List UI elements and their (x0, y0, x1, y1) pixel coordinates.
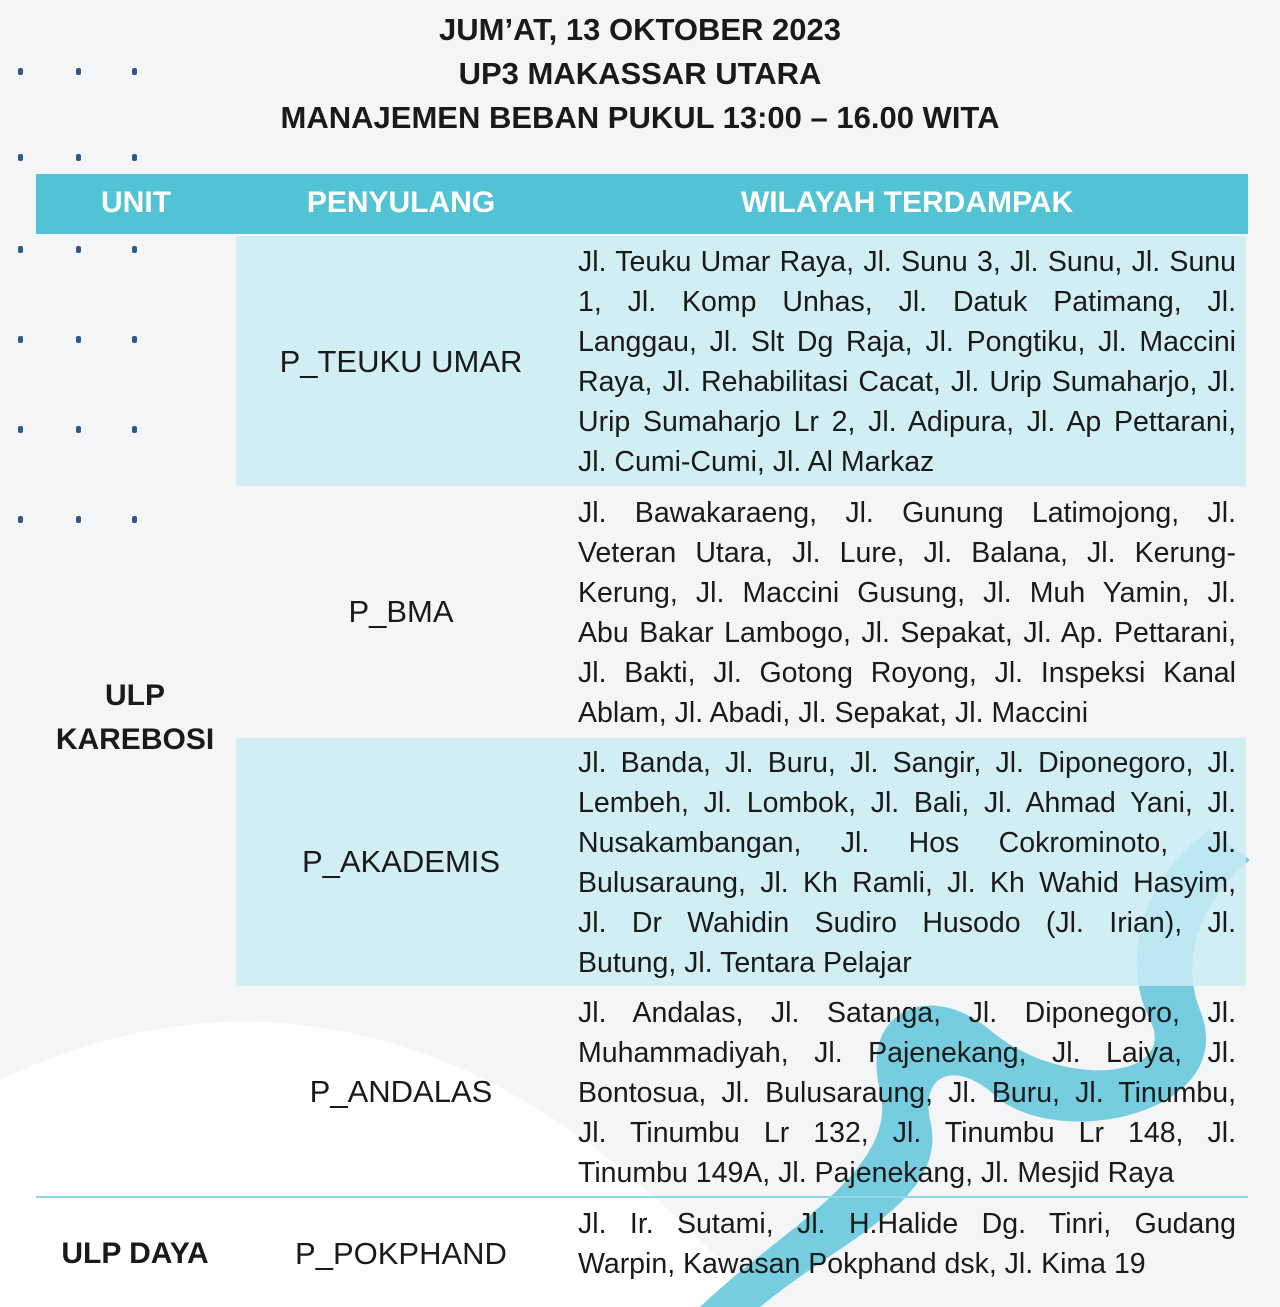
feeder-teuku-umar: P_TEUKU UMAR (279, 344, 523, 379)
decorative-dots (18, 336, 148, 346)
area-line: Langgau, Jl. Slt Dg Raja, Jl. Pongtiku, Jl. Maccini (578, 326, 1236, 358)
area-line: Jl. Teuku Umar Raya, Jl. Sunu 3, Jl. Sunu, Jl. Sunu (578, 246, 1236, 278)
area-line: Jl. Banda, Jl. Buru, Jl. Sangir, Jl. Diponegoro, Jl. (578, 747, 1236, 779)
unit-label-karebosi (20, 674, 250, 762)
area-line: Urip Sumaharjo Lr 2, Jl. Adipura, Jl. Ap Pettarani, (578, 406, 1236, 438)
area-line: Nusakambangan, Jl. Hos Cokrominoto, Jl. (578, 827, 1236, 859)
area-line: Lembeh, Jl. Lombok, Jl. Bali, Jl. Ahmad Yani, Jl. (578, 787, 1236, 819)
header-schedule: MANAJEMEN BEBAN PUKUL 13:00 – 16.00 WITA (280, 100, 1000, 135)
unit-name-line: ULP DAYA (61, 1237, 209, 1270)
affected-area-akademis (578, 743, 1236, 983)
affected-area-teuku-umar (578, 242, 1236, 482)
affected-area-bma (578, 493, 1236, 733)
area-line: Jl. Cumi-Cumi, Jl. Al Markaz (578, 446, 935, 478)
decorative-dots (18, 246, 148, 256)
area-line: Tinumbu 149A, Jl. Pajenekang, Jl. Mesjid Raya (578, 1157, 1175, 1189)
area-line: Jl. Tinumbu Lr 132, Jl. Tinumbu Lr 148, Jl. (578, 1117, 1236, 1149)
area-line: Jl. Bakti, Jl. Gotong Royong, Jl. Inspeksi Kanal (578, 657, 1236, 689)
unit-divider (36, 1196, 1248, 1198)
unit-name-line: ULP (105, 679, 165, 712)
area-line: Raya, Jl. Rehabilitasi Cacat, Jl. Urip Sumaharjo, Jl. (578, 366, 1236, 398)
affected-area-andalas (578, 993, 1236, 1193)
feeder-pokphand: P_POKPHAND (295, 1236, 507, 1271)
area-line: Warpin, Kawasan Pokphand dsk, Jl. Kima 19 (578, 1248, 1146, 1280)
area-line: Ablam, Jl. Abadi, Jl. Sepakat, Jl. Maccini (578, 697, 1089, 729)
area-line: Veteran Utara, Jl. Lure, Jl. Balana, Jl. Kerung- (578, 537, 1236, 569)
unit-label-daya (20, 1232, 250, 1276)
area-line: Jl. Dr Wahidin Sudiro Husodo (Jl. Irian), Jl. (578, 907, 1236, 939)
area-line: Abu Bakar Lambogo, Jl. Sepakat, Jl. Ap. Pettarani, (578, 617, 1236, 649)
feeder-andalas: P_ANDALAS (309, 1074, 493, 1109)
column-header-penyulang: PENYULANG (306, 186, 496, 219)
header-unit: UP3 MAKASSAR UTARA (458, 56, 822, 91)
decorative-dots (18, 516, 148, 526)
feeder-bma: P_BMA (348, 594, 454, 629)
area-line: Butung, Jl. Tentara Pelajar (578, 947, 912, 979)
area-line: Kerung, Jl. Maccini Gusung, Jl. Muh Yamin, Jl. (578, 577, 1236, 609)
decorative-dots (18, 154, 148, 164)
column-header-unit: UNIT (101, 186, 171, 219)
area-line: Bontosua, Jl. Bulusaraung, Jl. Buru, Jl. Tinumbu, (578, 1077, 1236, 1109)
area-line: Jl. Bawakaraeng, Jl. Gunung Latimojong, Jl. (578, 497, 1236, 529)
table-header (36, 174, 1248, 234)
unit-name-line: KAREBOSI (55, 723, 215, 756)
column-header-wilayah: WILAYAH TERDAMPAK (740, 186, 1074, 219)
area-line: 1, Jl. Komp Unhas, Jl. Datuk Patimang, Jl. (578, 286, 1236, 318)
area-line: Jl. Andalas, Jl. Satanga, Jl. Diponegoro, Jl. (578, 997, 1236, 1029)
header-date: JUM’AT, 13 OKTOBER 2023 (439, 12, 841, 47)
area-line: Muhammadiyah, Jl. Pajenekang, Jl. Laiya, Jl. (578, 1037, 1236, 1069)
affected-area-pokphand (578, 1204, 1236, 1284)
decorative-dots (18, 426, 148, 436)
area-line: Bulusaraung, Jl. Kh Ramli, Jl. Kh Wahid Hasyim, (578, 867, 1236, 899)
page-header (0, 8, 1280, 140)
area-line: Jl. Ir. Sutami, Jl. H.Halide Dg. Tinri, Gudang (578, 1208, 1236, 1240)
feeder-akademis: P_AKADEMIS (301, 844, 501, 879)
